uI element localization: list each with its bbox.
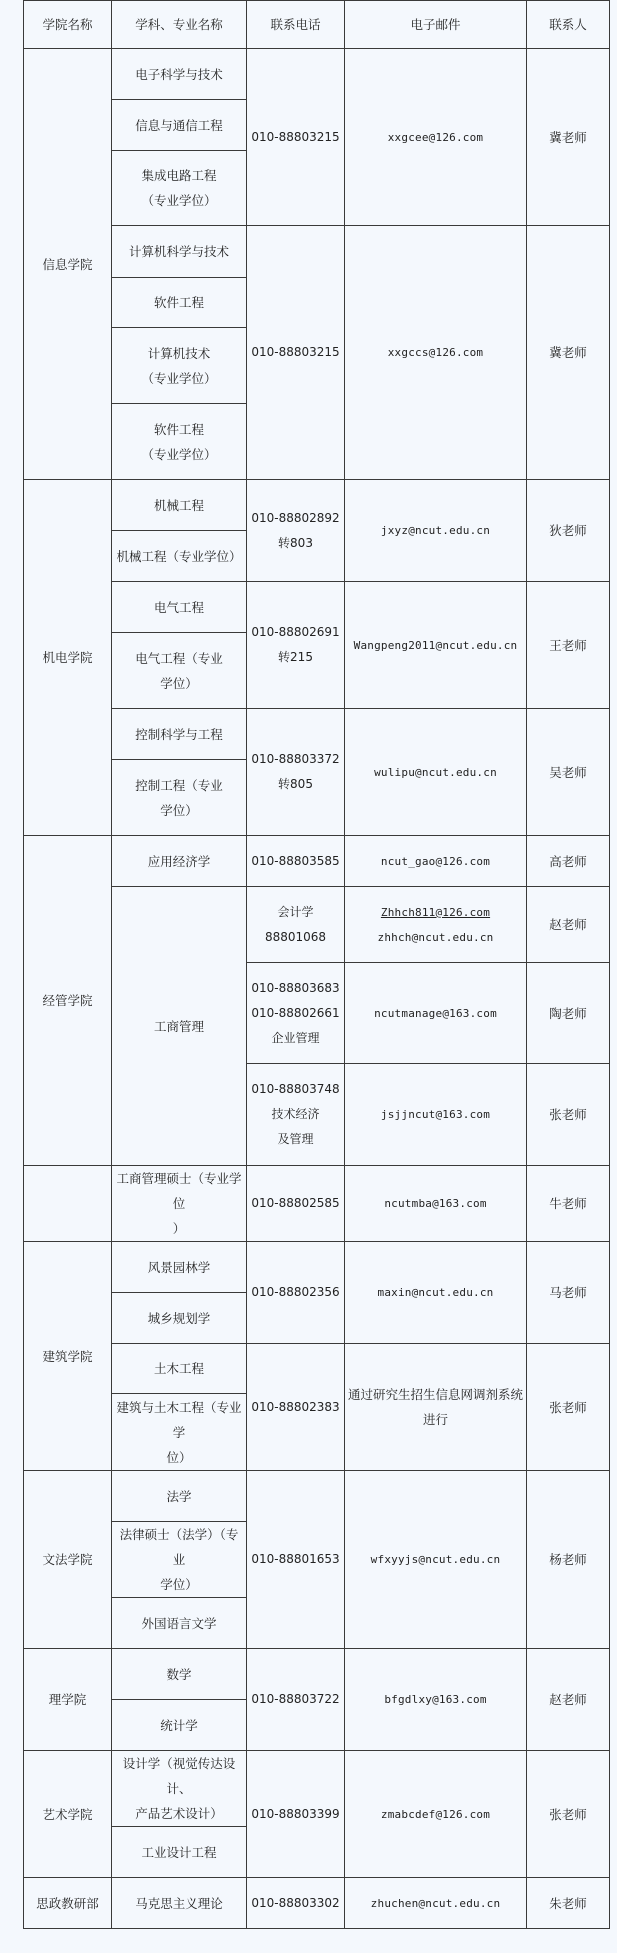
phone-line: 转805 [278,777,313,791]
contact-cell: 马老师 [527,1242,610,1344]
major-cell: 电气工程 [112,582,247,633]
major-line: （专业学位） [141,370,217,386]
contact-cell: 狄老师 [527,480,610,582]
major-cell: 机械工程 [112,480,247,531]
major-line: （专业学位） [141,446,217,462]
header-major: 学科、专业名称 [112,1,247,49]
college-cell: 建筑学院 [24,1242,112,1471]
phone-cell: 010-88801653 [247,1471,345,1649]
major-line: 电气工程（专业 [135,650,223,666]
email-cell: xxgcee@126.com [345,49,527,226]
email-cell [345,887,527,963]
table-row [24,1751,610,1827]
major-cell: 土木工程 [112,1344,247,1394]
contact-cell: 牛老师 [527,1166,610,1242]
major-cell: 信息与通信工程 [112,100,247,151]
major-cell [112,633,247,709]
major-line: 软件工程 [153,421,204,437]
contact-cell: 赵老师 [527,887,610,963]
major-cell [112,760,247,836]
table-row [24,887,610,963]
major-cell: 统计学 [112,1700,247,1751]
table-row [24,709,610,760]
major-line: 集成电路工程 [141,168,217,183]
phone-cell [247,887,345,963]
major-line: 位） [166,1449,192,1465]
phone-line: 010-88802691 [251,625,340,639]
phone-line: 转803 [278,535,313,550]
major-cell [112,1751,247,1827]
major-line: 法律硕士（法学）（专业 [119,1527,239,1567]
phone-cell [247,480,345,582]
table-row [24,226,610,278]
phone-line: 010-88802661 [251,1005,340,1020]
phone-cell: 010-88803215 [247,49,345,226]
major-cell: 机械工程（专业学位） [112,531,247,582]
major-cell: 风景园林学 [112,1242,247,1293]
table-row [24,1649,610,1700]
college-cell: 经管学院 [24,836,112,1166]
college-cell: 文法学院 [24,1471,112,1649]
contact-cell: 赵老师 [527,1649,610,1751]
phone-cell: 010-88802585 [247,1166,345,1242]
major-cell [112,1166,247,1242]
header-row [24,1,610,49]
email-cell: xxgccs@126.com [345,226,527,480]
major-cell: 应用经济学 [112,836,247,887]
major-cell: 工业设计工程 [112,1827,247,1878]
header-email: 电子邮件 [345,1,527,49]
college-cell: 理学院 [24,1649,112,1751]
major-line: （专业学位） [141,193,217,208]
phone-line: 010-88803748 [251,1082,340,1096]
phone-cell: 010-88803215 [247,226,345,480]
email-cell: wfxyyjs@ncut.edu.cn [345,1471,527,1649]
email-cell: zhuchen@ncut.edu.cn [345,1878,527,1929]
email-cell: Wangpeng2011@ncut.edu.cn [345,582,527,709]
college-cell: 机电学院 [24,480,112,836]
major-line: 建筑与土木工程（专业学 [116,1399,242,1440]
major-line: 学位） [160,1577,198,1592]
major-cell: 马克思主义理论 [112,1878,247,1929]
email-cell: bfgdlxy@163.com [345,1649,527,1751]
phone-line: 会计学 [277,904,314,919]
phone-line: 企业管理 [271,1030,320,1045]
phone-cell [247,709,345,836]
contact-cell: 张老师 [527,1751,610,1878]
contact-cell: 杨老师 [527,1471,610,1649]
contact-table [23,0,610,1929]
major-cell: 软件工程 [112,278,247,328]
email-cell: wulipu@ncut.edu.cn [345,709,527,836]
email-cell: ncutmanage@163.com [345,963,527,1064]
contact-cell: 王老师 [527,582,610,709]
major-line: ） [172,1221,186,1236]
phone-line: 010-88803683 [251,980,340,995]
major-cell [112,151,247,226]
table-row [24,1344,610,1394]
contact-cell: 高老师 [527,836,610,887]
email-line: zhhch@ncut.edu.cn [377,930,494,944]
table-row [24,1878,610,1929]
contact-cell: 张老师 [527,1064,610,1166]
phone-cell [247,1064,345,1166]
contact-cell: 冀老师 [527,226,610,480]
major-line: 工商管理硕士（专业学位 [116,1171,242,1211]
email-cell: zmabcdef@126.com [345,1751,527,1878]
major-cell [112,1522,247,1598]
email-cell: 通过研究生招生信息网调剂系统进行 [345,1344,527,1471]
table-row [24,480,610,531]
major-cell: 计算机科学与技术 [112,226,247,278]
phone-cell [247,582,345,709]
major-cell: 外国语言文学 [112,1598,247,1649]
contact-cell: 朱老师 [527,1878,610,1929]
contact-cell: 陶老师 [527,963,610,1064]
major-cell: 数学 [112,1649,247,1700]
email-cell: jsjjncut@163.com [345,1064,527,1166]
table-row [24,49,610,100]
major-cell: 法学 [112,1471,247,1522]
phone-cell [247,963,345,1064]
major-line: 设计学（视觉传达设计、 [122,1756,236,1796]
contact-cell: 冀老师 [527,49,610,226]
major-line: 控制工程（专业 [135,777,223,793]
email-cell: maxin@ncut.edu.cn [345,1242,527,1344]
phone-cell: 010-88803302 [247,1878,345,1929]
header-contact: 联系人 [527,1,610,49]
email-cell: jxyz@ncut.edu.cn [345,480,527,582]
major-line: 计算机技术 [147,345,211,361]
phone-cell: 010-88803722 [247,1649,345,1751]
phone-cell: 010-88802356 [247,1242,345,1344]
email-link[interactable]: Zhhch811@126.com [380,905,491,919]
major-cell: 工商管理 [112,887,247,1166]
major-line: 产品艺术设计） [135,1806,223,1821]
major-cell: 城乡规划学 [112,1293,247,1344]
contact-cell: 张老师 [527,1344,610,1471]
phone-line: 88801068 [264,929,327,944]
major-cell [112,404,247,480]
major-cell: 电子科学与技术 [112,49,247,100]
phone-cell: 010-88803585 [247,836,345,887]
major-cell [112,1394,247,1471]
college-cell: 思政教研部 [24,1878,112,1929]
table-row [24,1242,610,1293]
email-cell: ncutmba@163.com [345,1166,527,1242]
phone-line: 及管理 [277,1132,314,1146]
college-cell: 艺术学院 [24,1751,112,1878]
table-row [24,1166,610,1242]
college-cell-empty [24,1166,112,1242]
major-cell [112,328,247,404]
major-line: 学位） [160,802,198,818]
phone-line: 010-88802892 [251,510,340,525]
phone-cell: 010-88802383 [247,1344,345,1471]
major-line: 学位） [160,675,198,691]
major-cell: 控制科学与工程 [112,709,247,760]
table-row [24,1471,610,1522]
email-cell: ncut_gao@126.com [345,836,527,887]
table-row [24,582,610,633]
table-row [24,836,610,887]
phone-line: 转215 [278,650,313,664]
phone-line: 技术经济 [271,1107,320,1121]
phone-cell: 010-88803399 [247,1751,345,1878]
phone-line: 010-88803372 [251,752,340,766]
header-phone: 联系电话 [247,1,345,49]
college-cell: 信息学院 [24,49,112,480]
header-college: 学院名称 [24,1,112,49]
contact-cell: 吴老师 [527,709,610,836]
